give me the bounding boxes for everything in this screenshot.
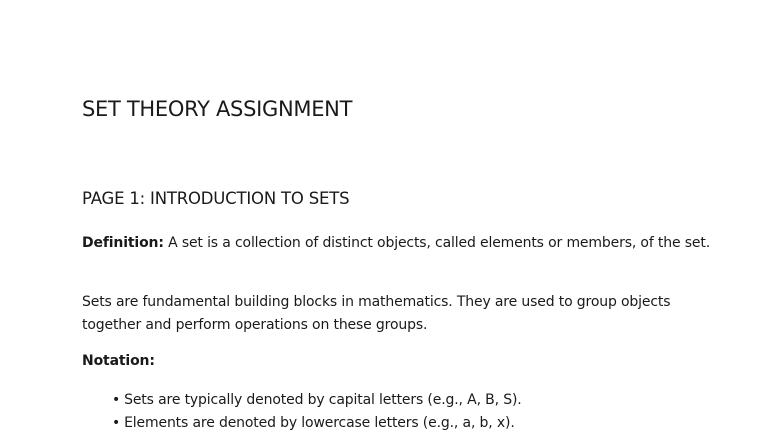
list-item [112, 412, 522, 435]
bullet-dot: • [112, 415, 121, 431]
bullet-dot: • [112, 392, 121, 408]
bullet-text: Elements are denoted by lowercase letters (e.g., a, b, x). [124, 415, 515, 431]
section-heading: PAGE 1: INTRODUCTION TO SETS [82, 189, 350, 208]
definition-label: Definition: [82, 235, 164, 251]
document-title: SET THEORY ASSIGNMENT [82, 97, 353, 121]
notation-bullet-list [112, 389, 522, 435]
list-item [112, 389, 522, 412]
sets-paragraph: Sets are fundamental building blocks in mathematics. They are used to group objects together and perform operations on these groups. [82, 294, 671, 333]
definition-paragraph [82, 232, 712, 255]
notation-label: Notation: [82, 353, 155, 369]
definition-text: A set is a collection of distinct objects, called elements or members, of the set. [163, 235, 711, 251]
bullet-text: Sets are typically denoted by capital letters (e.g., A, B, S). [124, 392, 522, 408]
